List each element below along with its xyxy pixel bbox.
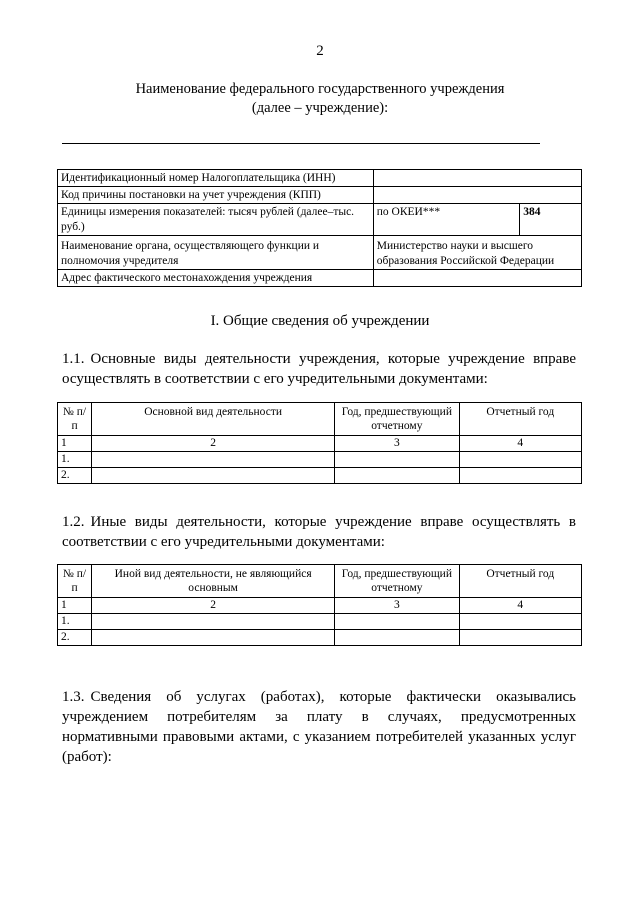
authority-label: Наименование органа, осуществляющего функции и полномочия учредителя bbox=[58, 236, 374, 270]
section-title: I. Общие сведения об учреждении bbox=[210, 313, 430, 329]
table-header-row bbox=[58, 403, 582, 436]
table-cell: 2 bbox=[92, 598, 335, 614]
main-activities-table bbox=[57, 402, 582, 484]
page-number: 2 bbox=[316, 43, 324, 59]
table-cell: 2. bbox=[58, 630, 92, 646]
institution-name-line bbox=[62, 143, 540, 144]
okei-value: 384 bbox=[520, 204, 582, 236]
table-row bbox=[58, 630, 582, 646]
table-cell bbox=[335, 452, 459, 468]
column-header: Отчетный год bbox=[459, 565, 581, 598]
units-label: Единицы измерения показателей: тысяч рублей (далее–тыс. руб.) bbox=[58, 204, 374, 236]
column-header: Основной вид деятельности bbox=[92, 403, 335, 436]
kpp-label: Код причины постановки на учет учреждения (КПП) bbox=[58, 187, 374, 204]
table-cell bbox=[335, 630, 459, 646]
table-cell: 4 bbox=[459, 436, 581, 452]
kpp-value bbox=[373, 187, 581, 204]
authority-row bbox=[58, 236, 582, 270]
table-row bbox=[58, 614, 582, 630]
table-cell bbox=[459, 452, 581, 468]
table-cell: 1 bbox=[58, 436, 92, 452]
table-cell: 1. bbox=[58, 614, 92, 630]
table-cell bbox=[92, 468, 335, 484]
paragraph-label: 1.2. bbox=[62, 514, 85, 530]
address-label: Адрес фактического местонахождения учреждения bbox=[58, 270, 374, 287]
column-header: № п/п bbox=[58, 403, 92, 436]
other-activities-table bbox=[57, 564, 582, 646]
table-cell: 3 bbox=[335, 598, 459, 614]
kpp-row bbox=[58, 187, 582, 204]
table-cell: 4 bbox=[459, 598, 581, 614]
table-cell: 3 bbox=[335, 436, 459, 452]
table-index-row bbox=[58, 598, 582, 614]
column-header: Год, предшествующий отчетному bbox=[335, 565, 459, 598]
heading-line-1: Наименование федерального государственного учреждения bbox=[135, 81, 505, 97]
okei-label: по ОКЕИ*** bbox=[373, 204, 519, 236]
table-cell bbox=[335, 468, 459, 484]
column-header: № п/п bbox=[58, 565, 92, 598]
table-cell bbox=[92, 452, 335, 468]
column-header: Год, предшествующий отчетному bbox=[335, 403, 459, 436]
institution-info-table bbox=[57, 169, 582, 287]
table-cell: 1 bbox=[58, 598, 92, 614]
units-row bbox=[58, 204, 582, 236]
column-header: Отчетный год bbox=[459, 403, 581, 436]
inn-value bbox=[373, 170, 581, 187]
table-row bbox=[58, 452, 582, 468]
paragraph-label: 1.3. bbox=[62, 689, 85, 705]
table-cell bbox=[459, 468, 581, 484]
address-row bbox=[58, 270, 582, 287]
table-header-row bbox=[58, 565, 582, 598]
paragraph-1-3 bbox=[62, 687, 576, 767]
table-cell bbox=[459, 630, 581, 646]
table-index-row bbox=[58, 436, 582, 452]
paragraph-label: 1.1. bbox=[62, 351, 85, 367]
paragraph-1-1 bbox=[62, 349, 576, 389]
document-heading bbox=[60, 80, 580, 118]
column-header: Иной вид деятельности, не являющийся основным bbox=[92, 565, 335, 598]
paragraph-text: Сведения об услугах (работах), которые фактически оказывались учреждением потребителям за плату в случаях, предусмотренных нормативными правовыми актами, с указанием потребителей указанных услуг (работ): bbox=[62, 689, 576, 765]
table-cell bbox=[459, 614, 581, 630]
paragraph-text: Основные виды деятельности учреждения, которые учреждение вправе осуществлять в соответствии с его учредительными документами: bbox=[62, 351, 576, 387]
paragraph-1-2 bbox=[62, 512, 576, 552]
authority-value: Министерство науки и высшего образования Российской Федерации bbox=[373, 236, 581, 270]
table-cell bbox=[92, 630, 335, 646]
inn-row bbox=[58, 170, 582, 187]
table-cell bbox=[92, 614, 335, 630]
table-cell: 2. bbox=[58, 468, 92, 484]
table-cell: 1. bbox=[58, 452, 92, 468]
address-value bbox=[373, 270, 581, 287]
inn-label: Идентификационный номер Налогоплательщика (ИНН) bbox=[58, 170, 374, 187]
paragraph-text: Иные виды деятельности, которые учреждение вправе осуществлять в соответствии с его учредительными документами: bbox=[62, 514, 576, 550]
table-cell: 2 bbox=[92, 436, 335, 452]
table-row bbox=[58, 468, 582, 484]
table-cell bbox=[335, 614, 459, 630]
heading-line-2: (далее – учреждение): bbox=[251, 100, 389, 116]
